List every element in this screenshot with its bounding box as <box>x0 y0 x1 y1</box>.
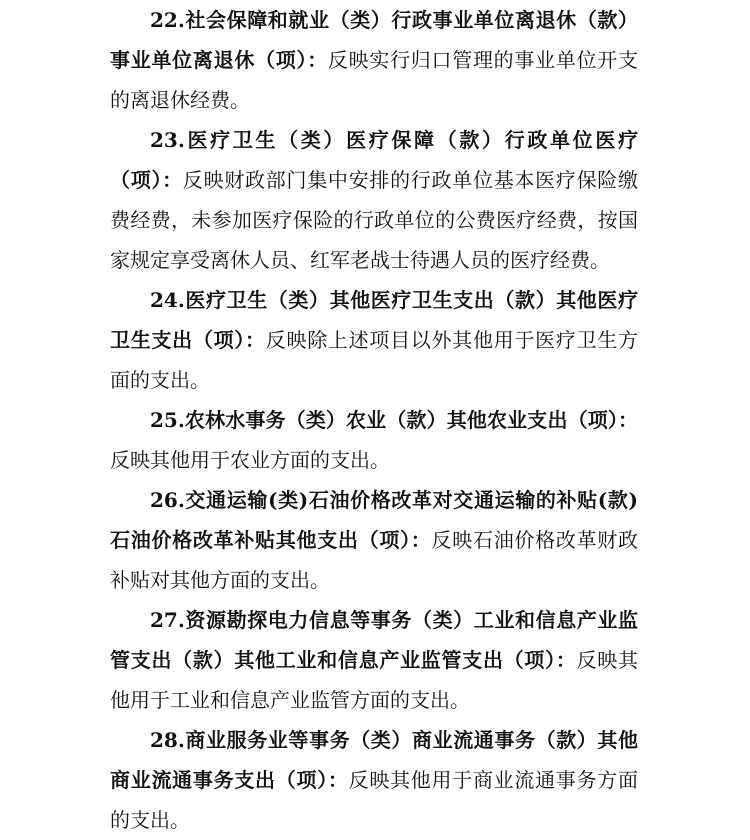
item-description: 反映实行归口管理的事业单位开支的离退休经费。 <box>110 48 639 112</box>
expenditure-item-26 <box>110 480 638 600</box>
item-heading: 28.商业服务业等事务（类）商业流通事务（款）其他商业流通事务支出（项）： <box>110 728 638 792</box>
item-heading: 22.社会保障和就业（类）行政事业单位离退休（款）事业单位离退休（项）： <box>110 8 638 72</box>
expenditure-item-23 <box>110 120 638 280</box>
item-description: 反映其他用于农业方面的支出。 <box>110 448 390 472</box>
expenditure-item-24 <box>110 280 638 400</box>
item-description: 反映其他用于工业和信息产业监管方面的支出。 <box>110 648 639 712</box>
item-heading: 23.医疗卫生（类）医疗保障（款）行政单位医疗（项）： <box>110 128 638 192</box>
item-description: 反映除上述项目以外其他用于医疗卫生方面的支出。 <box>110 328 639 392</box>
expenditure-item-28 <box>110 720 638 840</box>
expenditure-item-list <box>110 0 638 840</box>
expenditure-item-27 <box>110 600 638 720</box>
item-heading: 26.交通运输(类)石油价格改革对交通运输的补贴(款)石油价格改革补贴其他支出（项）： <box>110 488 638 552</box>
item-heading: 24.医疗卫生（类）其他医疗卫生支出（款）其他医疗卫生支出（项）： <box>110 288 638 352</box>
item-description: 反映其他用于商业流通事务方面的支出。 <box>110 768 639 832</box>
item-heading: 25.农林水事务（类）农业（款）其他农业支出（项）： <box>150 408 638 432</box>
item-description: 反映财政部门集中安排的行政单位基本医疗保险缴费经费，未参加医疗保险的行政单位的公费医疗经费，按国家规定享受离休人员、红军老战士待遇人员的医疗经费。 <box>110 168 639 272</box>
item-description: 反映石油价格改革财政补贴对其他方面的支出。 <box>110 528 639 592</box>
item-heading: 27.资源勘探电力信息等事务（类）工业和信息产业监管支出（款）其他工业和信息产业监管支出（项）： <box>110 608 638 672</box>
expenditure-item-22 <box>110 0 638 120</box>
expenditure-item-25 <box>110 400 638 480</box>
